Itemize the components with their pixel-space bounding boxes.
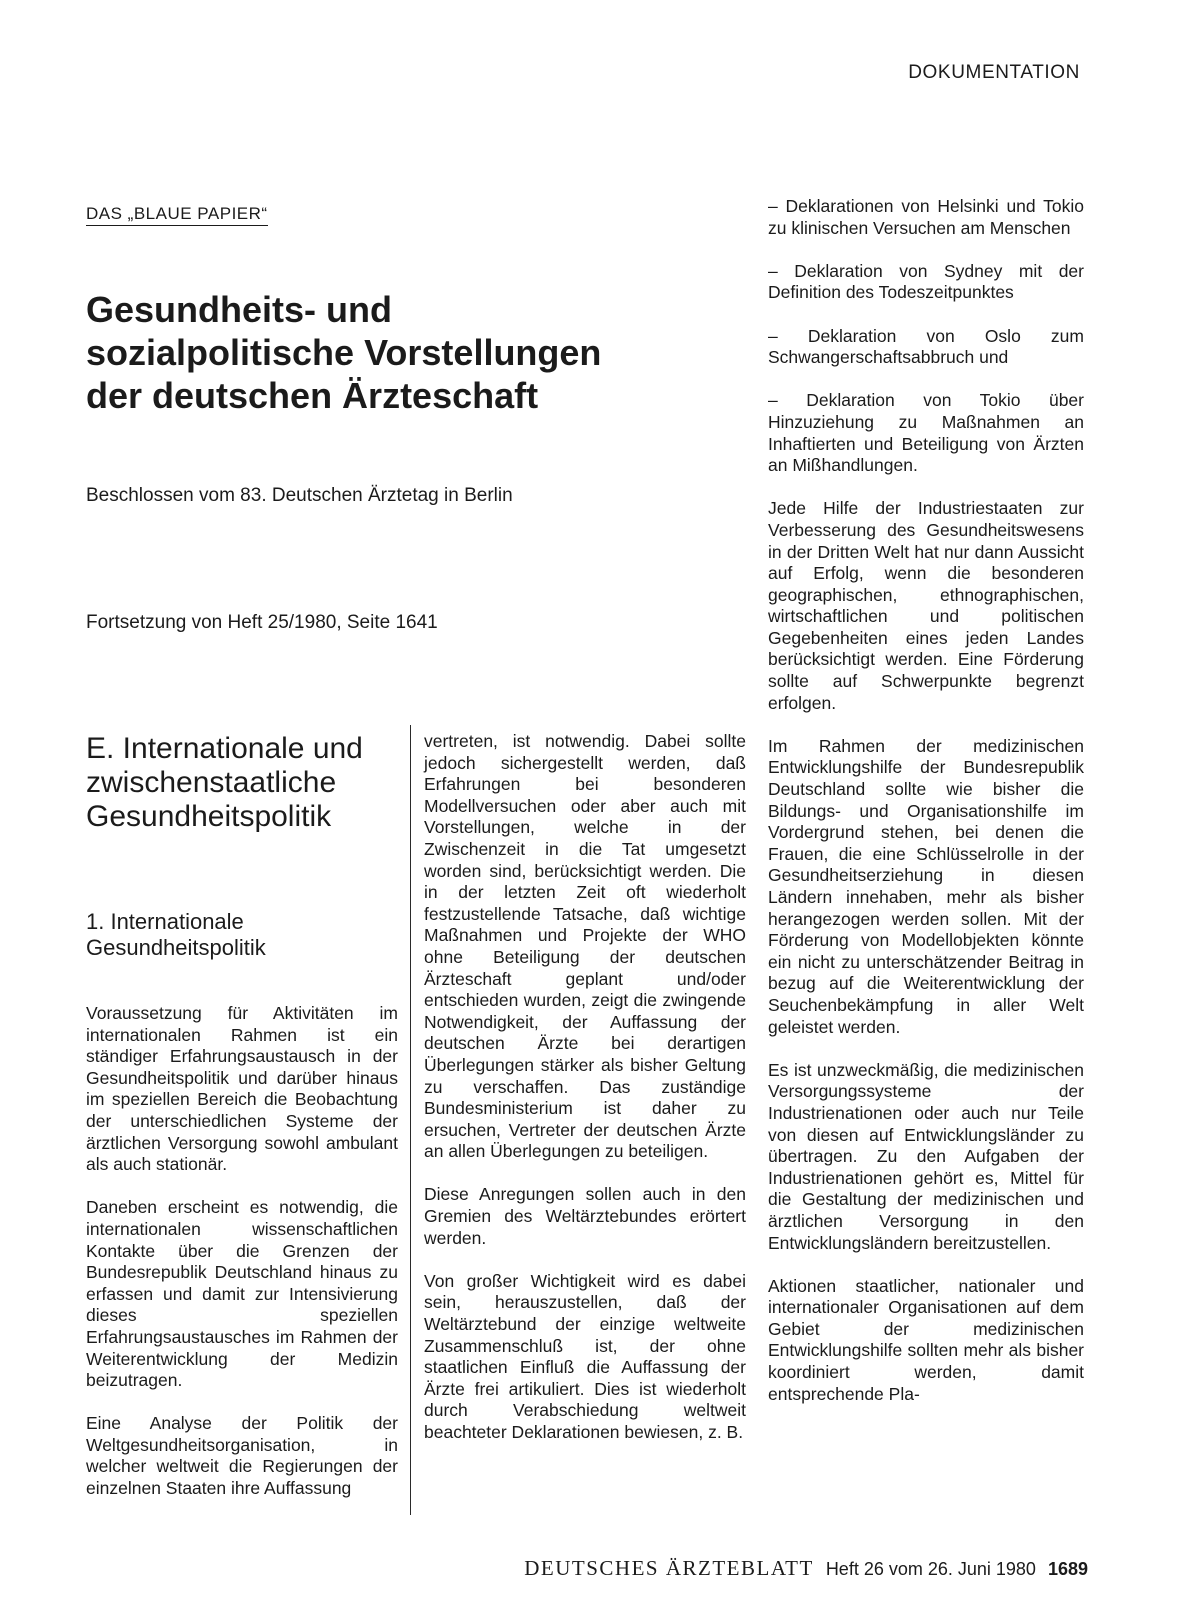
page-footer — [524, 1556, 1088, 1581]
continued-note: Fortsetzung von Heft 25/1980, Seite 1641 — [86, 612, 438, 633]
paragraph: Daneben erscheint es notwendig, die internationalen wissenschaftlichen Kontakte über die Grenzen der Bundesrepublik Deutschland hinaus zu erfassen und damit zur Intensivierung dieses speziellen Erfahrungsaustausches im Rahmen der Weiterentwicklung der Medizin beizutragen. — [86, 1197, 398, 1391]
subsection-heading — [86, 909, 396, 961]
paragraph: Es ist unzweckmäßig, die medizinischen Versorgungssysteme der Industrienationen oder auch nur Teile von diesen auf Entwicklungsländer zu übertragen. Zu den Aufgaben der Industrienationen gehört es, Mittel für die Gestaltung der medizinischen und ärztlichen Versorgung in den Entwicklungsländern bereitzustellen. — [768, 1059, 1084, 1253]
section-heading — [86, 732, 406, 834]
paragraph: Von großer Wichtigkeit wird es dabei sein, herauszustellen, daß der Weltärztebund der einzige weltweite Zusammenschluß ist, der ohne staatlichen Einfluß die Auffassung der Ärzte frei artikuliert. Dies ist wiederholt durch Verabschiedung weltweit beachteter Deklarationen bewiesen, z. B. — [424, 1270, 746, 1442]
body-column-1 — [86, 1003, 398, 1521]
title-line: der deutschen Ärzteschaft — [86, 375, 539, 416]
declaration-item: – Deklarationen von Helsinki und Tokio zu klinischen Versuchen am Menschen — [768, 196, 1084, 238]
section-label: DOKUMENTATION — [908, 62, 1080, 83]
title-line: Gesundheits- und — [86, 289, 392, 330]
page-number: 1689 — [1047, 1559, 1088, 1579]
paragraph: Eine Analyse der Politik der Weltgesundheitsorganisation, in welcher weltweit die Regierungen der einzelnen Staaten ihre Auffassung — [86, 1413, 398, 1499]
section-heading-line: Gesundheitspolitik — [86, 800, 332, 833]
declaration-item: – Deklaration von Sydney mit der Definition des Todeszeitpunktes — [768, 260, 1084, 303]
declaration-list — [768, 196, 1084, 477]
paragraph: Jede Hilfe der Industriestaaten zur Verbesserung des Gesundheitswesens in der Dritten Welt hat nur dann Aussicht auf Erfolg, wenn die besonderen geographischen, ethnographischen, wirtschaftlichen und politischen Gegebenheiten eines jeden Landes berücksichtigt werden. Eine Förderung sollte auf Schwerpunkte begrenzt erfolgen. — [768, 498, 1084, 713]
paragraph: Diese Anregungen sollen auch in den Gremien des Weltärztebundes erörtert werden. — [424, 1184, 746, 1248]
column-divider — [410, 725, 411, 1515]
body-column-3 — [768, 196, 1084, 1427]
paragraph: vertreten, ist notwendig. Dabei sollte jedoch sichergestellt werden, daß Erfahrungen bei besonderen Modellversuchen oder aber auch mit Vorstellungen, welche in der Zwischenzeit in die Tat umgesetzt worden sind, berücksichtigt werden. Die in der letzten Zeit oft wiederholt festzustellende Tatsache, daß wichtige Maßnahmen und Projekte der WHO ohne Beteiligung der deutschen Ärzteschaft geplant und/oder entschieden wurden, zeigt die zwingende Notwendigkeit, der Auffassung der deutschen Ärzte bei derartigen Überlegungen stärker als bisher Geltung zu verschaffen. Das zuständige Bundesministerium ist daher zu ersuchen, Vertreter der deutschen Ärzte an allen Überlegungen zu beteiligen. — [424, 731, 746, 1162]
journal-name: DEUTSCHES ÄRZTEBLATT — [524, 1556, 814, 1580]
declaration-item: – Deklaration von Oslo zum Schwangerschaftsabbruch und — [768, 325, 1084, 368]
subsection-heading-line: Gesundheitspolitik — [86, 935, 266, 960]
section-heading-line: zwischenstaatliche — [86, 766, 337, 799]
article-title — [86, 288, 726, 417]
declaration-item: – Deklaration von Tokio über Hinzuziehung zu Maßnahmen an Inhaftierten und Beteiligung von Ärzten an Mißhandlungen. — [768, 390, 1084, 476]
body-column-2 — [424, 731, 746, 1465]
subsection-heading-line: 1. Internationale — [86, 909, 244, 934]
article-subtitle: Beschlossen vom 83. Deutschen Ärztetag in Berlin — [86, 485, 513, 506]
paragraph: Voraussetzung für Aktivitäten im internationalen Rahmen ist ein ständiger Erfahrungsaustausch in der Gesundheitspolitik und darüber hinaus im speziellen Bereich die Beobachtung der unterschiedlichen Systeme der ärztlichen Versorgung sowohl ambulant als auch stationär. — [86, 1003, 398, 1175]
paragraph: Aktionen staatlicher, nationaler und internationaler Organisationen auf dem Gebiet der medizinischen Entwicklungshilfe sollten mehr als bisher koordiniert werden, damit entsprechende Pla- — [768, 1275, 1084, 1404]
issue-info: Heft 26 vom 26. Juni 1980 — [825, 1559, 1036, 1579]
section-heading-line: E. Internationale und — [86, 732, 363, 765]
kicker: DAS „BLAUE PAPIER“ — [86, 204, 268, 226]
title-line: sozialpolitische Vorstellungen — [86, 332, 602, 373]
paragraph: Im Rahmen der medizinischen Entwicklungshilfe der Bundesrepublik Deutschland sollte wie bisher die Bildungs- und Organisationshilfe im Vordergrund stehen, bei denen die Frauen, die eine Schlüsselrolle in der Gesundheitserziehung in diesen Ländern innehaben, mehr als bisher herangezogen werden sollen. Mit der Förderung von Modellobjekten könnte ein nicht zu unterschätzender Beitrag in bezug auf die Weiterentwicklung der Seuchenbekämpfung in aller Welt geleistet werden. — [768, 735, 1084, 1037]
